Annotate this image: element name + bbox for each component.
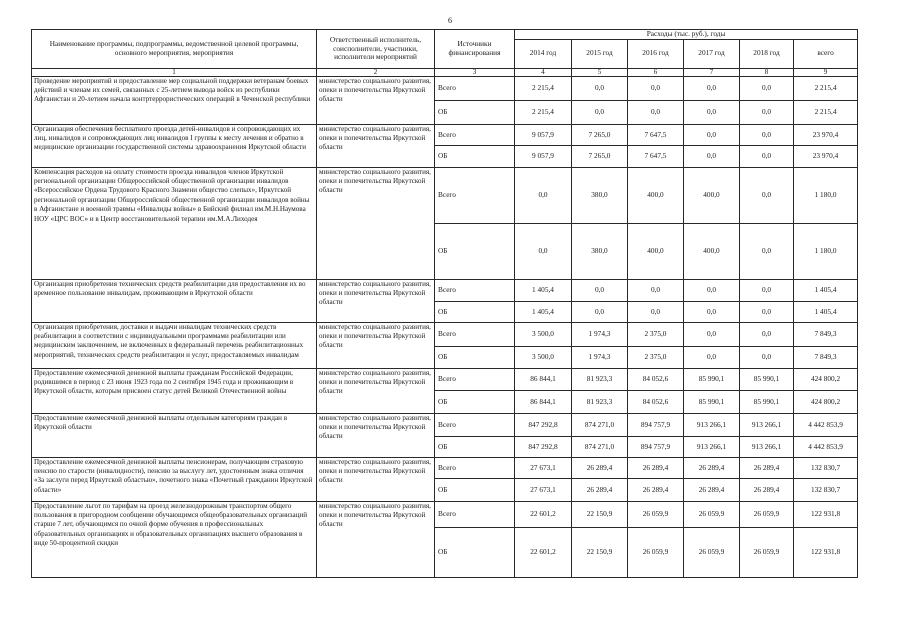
year-value: 0,0 (684, 346, 740, 368)
column-number-8: 8 (740, 68, 794, 76)
year-value: 400,0 (628, 167, 684, 223)
year-value: 26 059,9 (628, 501, 684, 527)
header-expenses: Расходы (тыс. руб.), годы (515, 30, 858, 40)
year-value: 0,0 (572, 100, 628, 124)
total-value: 4 442 853,9 (794, 413, 858, 436)
funding-source: Всего (435, 279, 515, 301)
year-value: 81 923,3 (572, 368, 628, 390)
year-value: 0,0 (572, 76, 628, 100)
total-value: 132 830,7 (794, 478, 858, 501)
table-row (32, 368, 858, 390)
year-value: 0,0 (740, 145, 794, 167)
year-value: 0,0 (740, 301, 794, 322)
year-value: 0,0 (740, 124, 794, 145)
year-value: 26 059,9 (740, 501, 794, 527)
executor: министерство социального развития, опеки и попечительства Иркутской области (317, 124, 435, 167)
year-value: 913 266,1 (684, 436, 740, 457)
year-value: 2 215,4 (515, 76, 572, 100)
year-value: 894 757,9 (628, 436, 684, 457)
year-value: 3 500,0 (515, 322, 572, 346)
year-value: 0,0 (684, 301, 740, 322)
year-value: 847 292,8 (515, 436, 572, 457)
year-value: 874 271,0 (572, 436, 628, 457)
total-value: 132 830,7 (794, 457, 858, 478)
total-value: 122 931,8 (794, 501, 858, 527)
year-value: 85 990,1 (740, 390, 794, 413)
year-value: 1 974,3 (572, 346, 628, 368)
column-number-7: 7 (684, 68, 740, 76)
activity-name: Предоставление ежемесячной денежной выплаты отдельным категориям граждан в Иркутской области (32, 413, 317, 457)
year-value: 0,0 (684, 100, 740, 124)
activity-name: Проведение мероприятий и предоставление мер социальной поддержки ветеранам боевых действий и членам их семей, связанных с 25-летием вывода войск из республики Афганистан и 20-летием начала контртеррористических операций в Чеченской республики (32, 76, 317, 124)
executor: министерство социального развития, опеки и попечительства Иркутской области (317, 413, 435, 457)
header-name: Наименование программы, подпрограммы, ведомственной целевой программы, основного мероприятия, мероприятия (32, 30, 317, 69)
year-value: 913 266,1 (740, 436, 794, 457)
year-value: 0,0 (515, 167, 572, 223)
year-value: 0,0 (740, 76, 794, 100)
executor: министерство социального развития, опеки и попечительства Иркутской области (317, 501, 435, 577)
year-value: 26 059,9 (684, 501, 740, 527)
year-value: 85 990,1 (740, 368, 794, 390)
funding-source: ОБ (435, 478, 515, 501)
year-value: 26 289,4 (684, 457, 740, 478)
executor: министерство социального развития, опеки и попечительства Иркутской области (317, 279, 435, 322)
year-value: 26 289,4 (572, 478, 628, 501)
year-value: 81 923,3 (572, 390, 628, 413)
year-value: 86 844,1 (515, 390, 572, 413)
year-value: 0,0 (740, 346, 794, 368)
total-value: 2 215,4 (794, 76, 858, 100)
column-numbers-row (32, 68, 858, 76)
year-value: 0,0 (740, 167, 794, 223)
total-value: 7 849,3 (794, 322, 858, 346)
table-row (32, 413, 858, 436)
year-value: 7 647,5 (628, 124, 684, 145)
table-row (32, 322, 858, 346)
executor: министерство социального развития, опеки и попечительства Иркутской области (317, 76, 435, 124)
year-value: 26 289,4 (684, 478, 740, 501)
year-value: 913 266,1 (684, 413, 740, 436)
header-source: Источники финансирования (435, 30, 515, 69)
header-year-4: 2018 год (740, 39, 794, 68)
year-value: 0,0 (684, 124, 740, 145)
year-value: 380,0 (572, 167, 628, 223)
column-number-6: 6 (628, 68, 684, 76)
activity-name: Организация приобретения технических средств реабилитации для предоставления их во временное пользование инвалидам, проживающим в Иркутской области (32, 279, 317, 322)
activity-name: Предоставление ежемесячной денежной выплаты пенсионерам, получающим страховую пенсию по старости (инвалидности), пенсию за выслугу лет, удостоенным знака отличия «За заслуги перед Иркутской областью», почетного знака «Почетный гражданин Иркутской области» (32, 457, 317, 501)
column-number-4: 4 (515, 68, 572, 76)
year-value: 85 990,1 (684, 390, 740, 413)
year-value: 2 215,4 (515, 100, 572, 124)
year-value: 1 974,3 (572, 322, 628, 346)
total-value: 1 405,4 (794, 279, 858, 301)
year-value: 400,0 (628, 223, 684, 279)
year-value: 22 601,2 (515, 501, 572, 527)
year-value: 2 375,0 (628, 346, 684, 368)
column-number-1: 1 (32, 68, 317, 76)
year-value: 3 500,0 (515, 346, 572, 368)
executor: министерство социального развития, опеки и попечительства Иркутской области (317, 322, 435, 368)
year-value: 874 271,0 (572, 413, 628, 436)
year-value: 1 405,4 (515, 279, 572, 301)
year-value: 0,0 (628, 76, 684, 100)
total-value: 1 405,4 (794, 301, 858, 322)
year-value: 26 059,9 (684, 527, 740, 577)
year-value: 400,0 (684, 167, 740, 223)
table-header (32, 30, 858, 69)
activity-name: Организация обеспечения бесплатного проезда детей-инвалидов и сопровождающих их лиц, инвалидов и сопровождающих лиц инвалидов I группы к месту лечения и обратно в медицинские организации государственной системы здравоохранения Иркутской области (32, 124, 317, 167)
expenses-table (31, 29, 858, 578)
funding-source: ОБ (435, 436, 515, 457)
executor: министерство социального развития, опеки и попечительства Иркутской области (317, 457, 435, 501)
table-row (32, 501, 858, 527)
executor: министерство социального развития, опеки и попечительства Иркутской области (317, 167, 435, 279)
year-value: 380,0 (572, 223, 628, 279)
total-value: 122 931,8 (794, 527, 858, 577)
year-value: 84 052,6 (628, 368, 684, 390)
year-value: 0,0 (684, 76, 740, 100)
year-value: 0,0 (572, 279, 628, 301)
year-value: 27 673,1 (515, 478, 572, 501)
year-value: 26 059,9 (740, 527, 794, 577)
table-row (32, 124, 858, 145)
header-year-5: всего (794, 39, 858, 68)
year-value: 0,0 (572, 301, 628, 322)
year-value: 0,0 (684, 145, 740, 167)
header-year-0: 2014 год (515, 39, 572, 68)
total-value: 7 849,3 (794, 346, 858, 368)
year-value: 26 289,4 (740, 457, 794, 478)
year-value: 22 150,9 (572, 527, 628, 577)
year-value: 22 150,9 (572, 501, 628, 527)
year-value: 26 289,4 (628, 457, 684, 478)
year-value: 400,0 (684, 223, 740, 279)
year-value: 0,0 (684, 322, 740, 346)
page-number: 6 (448, 16, 452, 25)
funding-source: Всего (435, 501, 515, 527)
total-value: 4 442 853,9 (794, 436, 858, 457)
column-number-2: 2 (317, 68, 435, 76)
funding-source: Всего (435, 76, 515, 100)
activity-name: Предоставление льгот по тарифам на проезд железнодорожным транспортом общего пользования в пригородном сообщении обучающимся общеобразовательных организаций старше 7 лет, обучающимся по очной форме обучения в профессиональных образовательных организациях и образовательных организациях высшего образования в виде 50-процентной скидки (32, 501, 317, 577)
year-value: 26 289,4 (572, 457, 628, 478)
header-year-3: 2017 год (684, 39, 740, 68)
column-number-3: 3 (435, 68, 515, 76)
year-value: 2 375,0 (628, 322, 684, 346)
year-value: 0,0 (628, 100, 684, 124)
table-row (32, 76, 858, 100)
total-value: 23 970,4 (794, 145, 858, 167)
funding-source: Всего (435, 413, 515, 436)
year-value: 0,0 (740, 223, 794, 279)
year-value: 0,0 (740, 100, 794, 124)
header-executor: Ответственный исполнитель, соисполнители, участники, исполнители мероприятий (317, 30, 435, 69)
table-row (32, 457, 858, 478)
funding-source: ОБ (435, 390, 515, 413)
table-body (32, 68, 858, 577)
funding-source: Всего (435, 124, 515, 145)
funding-source: ОБ (435, 100, 515, 124)
year-value: 894 757,9 (628, 413, 684, 436)
year-value: 27 673,1 (515, 457, 572, 478)
funding-source: Всего (435, 167, 515, 223)
year-value: 26 059,9 (628, 527, 684, 577)
funding-source: ОБ (435, 527, 515, 577)
table-row (32, 279, 858, 301)
year-value: 26 289,4 (740, 478, 794, 501)
header-year-1: 2015 год (572, 39, 628, 68)
year-value: 0,0 (628, 301, 684, 322)
year-value: 0,0 (740, 279, 794, 301)
year-value: 7 265,0 (572, 145, 628, 167)
year-value: 7 265,0 (572, 124, 628, 145)
year-value: 9 057,9 (515, 145, 572, 167)
column-number-5: 5 (572, 68, 628, 76)
funding-source: ОБ (435, 223, 515, 279)
total-value: 424 800,2 (794, 390, 858, 413)
total-value: 23 970,4 (794, 124, 858, 145)
year-value: 85 990,1 (684, 368, 740, 390)
table-row (32, 167, 858, 223)
funding-source: Всего (435, 368, 515, 390)
total-value: 1 180,0 (794, 223, 858, 279)
column-number-9: 9 (794, 68, 858, 76)
year-value: 9 057,9 (515, 124, 572, 145)
activity-name: Компенсация расходов на оплату стоимости проезда инвалидов членов Иркутской региональной организации Общероссийской общественной организации инвалидов «Всероссийское Ордена Трудового Красного Знамени общество слепых», Иркутской региональной организации Общероссийской общественной организации инвалидов войны в Афганистане и военной травмы «Инвалиды войны» в Бийский филиал им.М.Н.Наумова НОУ «ЦРС ВОС» и в Центр восстановительной терапии им.М.А.Лиходея (32, 167, 317, 279)
header-year-2: 2016 год (628, 39, 684, 68)
year-value: 26 289,4 (628, 478, 684, 501)
activity-name: Предоставление ежемесячной денежной выплаты гражданам Российской Федерации, родившимся в период с 23 июня 1923 года по 2 сентября 1945 года и проживающим в Иркутской области, которым присвоен статус детей Великой Отечественной войны (32, 368, 317, 413)
year-value: 847 292,8 (515, 413, 572, 436)
year-value: 0,0 (684, 279, 740, 301)
funding-source: Всего (435, 457, 515, 478)
funding-source: ОБ (435, 346, 515, 368)
funding-source: Всего (435, 322, 515, 346)
funding-source: ОБ (435, 145, 515, 167)
year-value: 22 601,2 (515, 527, 572, 577)
executor: министерство социального развития, опеки и попечительства Иркутской области (317, 368, 435, 413)
activity-name: Организация приобретения, доставки и выдачи инвалидам технических средств реабилитации в соответствии с индивидуальными программами реабилитации или медицинским заключением, не включенных в федеральный перечень реабилитационных мероприятий, технических средств реабилитации и услуг, предоставляемых инвалидам (32, 322, 317, 368)
total-value: 2 215,4 (794, 100, 858, 124)
year-value: 0,0 (515, 223, 572, 279)
funding-source: ОБ (435, 301, 515, 322)
year-value: 0,0 (628, 279, 684, 301)
year-value: 913 266,1 (740, 413, 794, 436)
total-value: 424 800,2 (794, 368, 858, 390)
year-value: 1 405,4 (515, 301, 572, 322)
year-value: 84 052,6 (628, 390, 684, 413)
year-value: 86 844,1 (515, 368, 572, 390)
total-value: 1 180,0 (794, 167, 858, 223)
year-value: 7 647,5 (628, 145, 684, 167)
year-value: 0,0 (740, 322, 794, 346)
